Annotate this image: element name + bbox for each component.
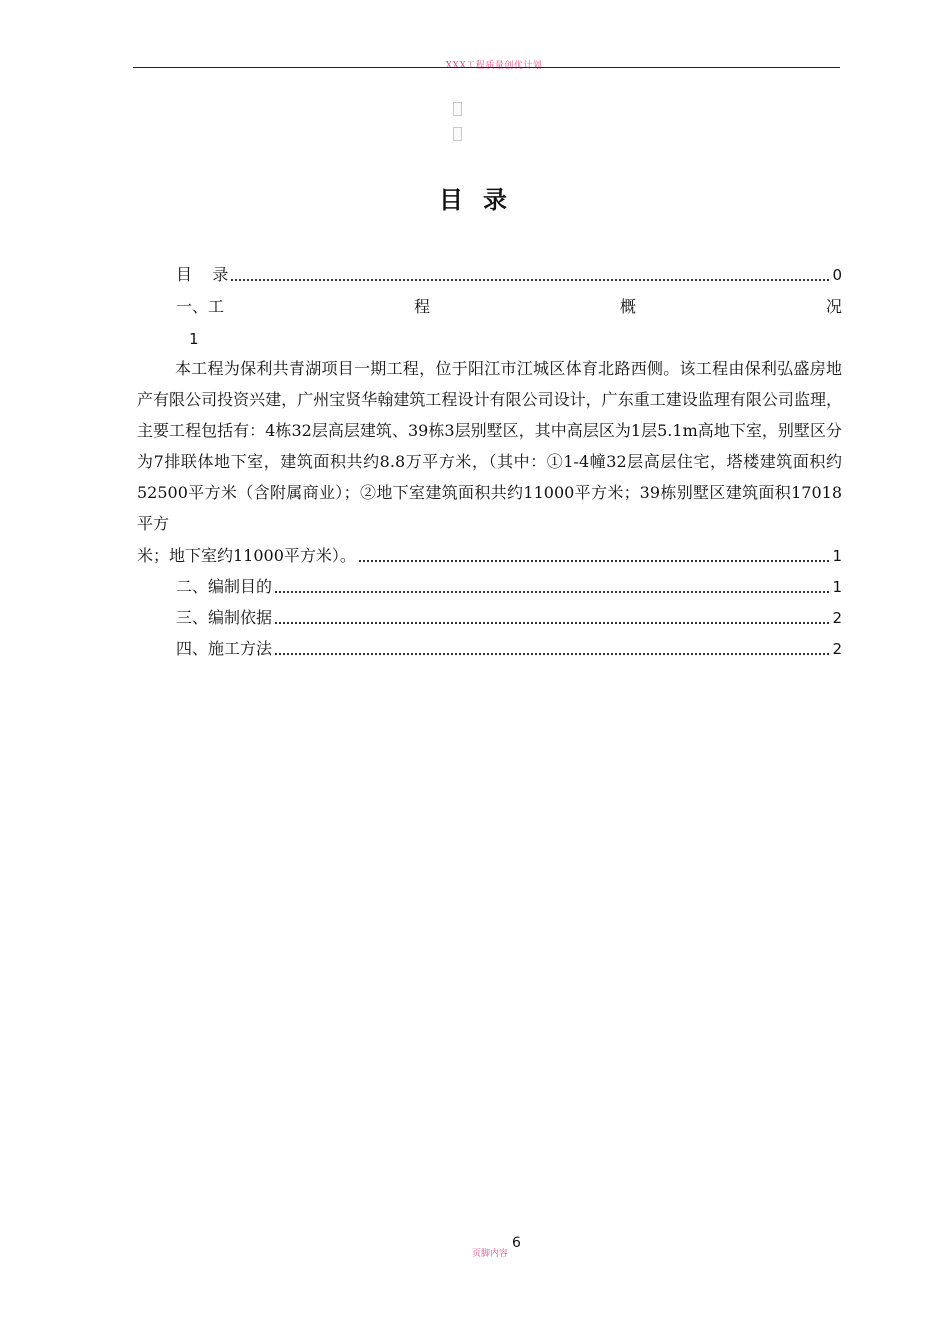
toc-entry-label: 概 <box>619 297 636 316</box>
toc-page-number: 2 <box>832 640 842 658</box>
toc-leader-dots <box>359 560 830 562</box>
toc-leader-dots <box>275 591 829 593</box>
toc-entry-label: 目 录 <box>176 265 229 284</box>
toc-entry-label: 三、编制依据 <box>176 608 273 627</box>
toc-leader-dots <box>231 279 829 281</box>
toc-entry-contents[interactable] <box>176 264 842 286</box>
toc-entry-overview-end[interactable] <box>137 545 842 567</box>
toc-leader-dots <box>275 653 829 655</box>
toc-entry-overview-heading[interactable] <box>176 296 842 318</box>
toc-entry-purpose[interactable] <box>176 576 842 598</box>
toc-page-number: 0 <box>832 266 842 284</box>
toc-page-number: 1 <box>832 547 842 565</box>
toc-page-number: 1 <box>189 330 199 348</box>
toc-entry-label: 一、工 <box>176 297 225 316</box>
footer-page-number: 6 <box>512 1235 521 1251</box>
toc-entry-basis[interactable] <box>176 607 842 629</box>
image-placeholder-icon <box>453 127 462 141</box>
toc-entry-label: 四、施工方法 <box>176 639 273 658</box>
toc-leader-dots <box>275 622 829 624</box>
toc-entry-label: 况 <box>825 297 842 316</box>
toc-page-number: 1 <box>832 578 842 596</box>
header-divider <box>133 67 840 68</box>
page-header-text: XXX工程质量创优计划 <box>445 61 543 71</box>
page-title: 目录 <box>439 186 527 214</box>
toc-entry-label: 米；地下室约11000平方米）。 <box>137 546 356 565</box>
page-footer-text: 页脚内容 <box>472 1249 509 1259</box>
toc-entry-overview-text[interactable]: 本工程为保利共青湖项目一期工程，位于阳江市江城区体育北路西侧。该工程由保利弘盛房地产有限公司投资兴建，广州宝贤华翰建筑工程设计有限公司设计，广东重工建设监理有限公司监理，主要工程包括有：4栋32层高层建筑、39栋3层别墅区，其中高层区为1层5.1m高地下室，别墅区分为7排联体地下室，建筑面积共约8.8万平方米，（其中：①1-4幢32层高层住宅，塔楼建筑面积约52500平方米（含附属商业）；②地下室建筑面积共约11000平方米；39栋别墅区建筑面积17018平方 <box>137 359 842 533</box>
image-placeholder-icon <box>453 102 462 116</box>
toc-entry-label: 程 <box>413 297 430 316</box>
toc-entry-methods[interactable] <box>176 638 842 660</box>
toc-page-number: 2 <box>832 609 842 627</box>
toc-entry-label: 二、编制目的 <box>176 577 273 596</box>
